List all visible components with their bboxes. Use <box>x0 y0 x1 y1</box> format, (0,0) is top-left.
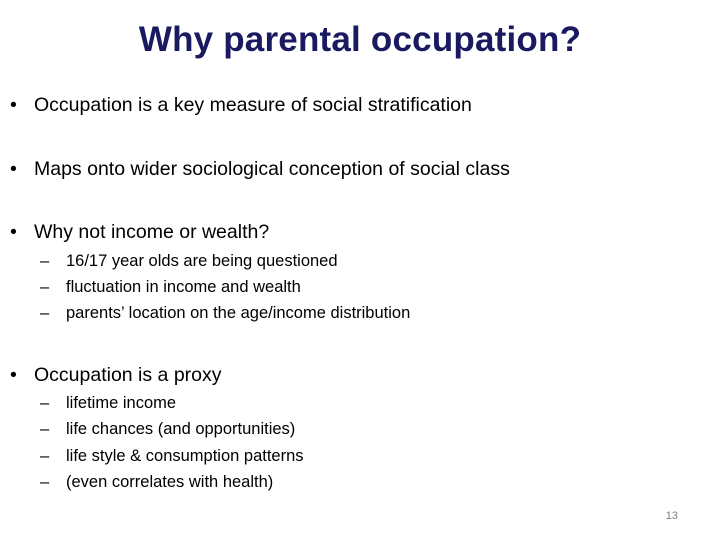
bullet-item <box>10 220 269 244</box>
subitem <box>40 443 304 469</box>
subitem-marker: – <box>40 278 50 296</box>
bullet-text: Why not income or wealth? <box>34 221 270 243</box>
bullet-text: Maps onto wider sociological conception of social class <box>34 158 510 180</box>
subitem-marker: – <box>40 304 50 322</box>
subitem-text: parents’ location on the age/income distribution <box>66 304 411 322</box>
subitem-marker: – <box>40 420 50 438</box>
subitem <box>40 469 273 495</box>
subitem <box>40 300 410 326</box>
subitem-marker: – <box>40 473 50 491</box>
bullet-text: Occupation is a key measure of social stratification <box>34 94 472 116</box>
slide-title: Why parental occupation? <box>138 20 582 59</box>
subitem <box>40 390 176 416</box>
subitem-text: life chances (and opportunities) <box>66 420 296 438</box>
bullet-marker: • <box>10 221 17 243</box>
bullet-text: Occupation is a proxy <box>34 364 222 386</box>
subitem-text: lifetime income <box>66 394 177 412</box>
bullet-marker: • <box>10 158 17 180</box>
subitem-marker: – <box>40 447 50 465</box>
subitem-text: 16/17 year olds are being questioned <box>66 252 338 270</box>
subitem-text: life style & consumption patterns <box>66 447 304 465</box>
bullet-item <box>10 363 222 387</box>
subitem-text: (even correlates with health) <box>66 473 274 491</box>
bullet-item <box>10 93 472 117</box>
subitem-marker: – <box>40 394 50 412</box>
subitem <box>40 416 295 442</box>
bullet-item <box>10 157 510 181</box>
subitem <box>40 274 301 300</box>
subitem-text: fluctuation in income and wealth <box>66 278 301 296</box>
subitem <box>40 248 338 274</box>
page-number: 13 <box>665 510 678 522</box>
subitem-marker: – <box>40 252 50 270</box>
bullet-marker: • <box>10 94 17 116</box>
bullet-marker: • <box>10 364 17 386</box>
